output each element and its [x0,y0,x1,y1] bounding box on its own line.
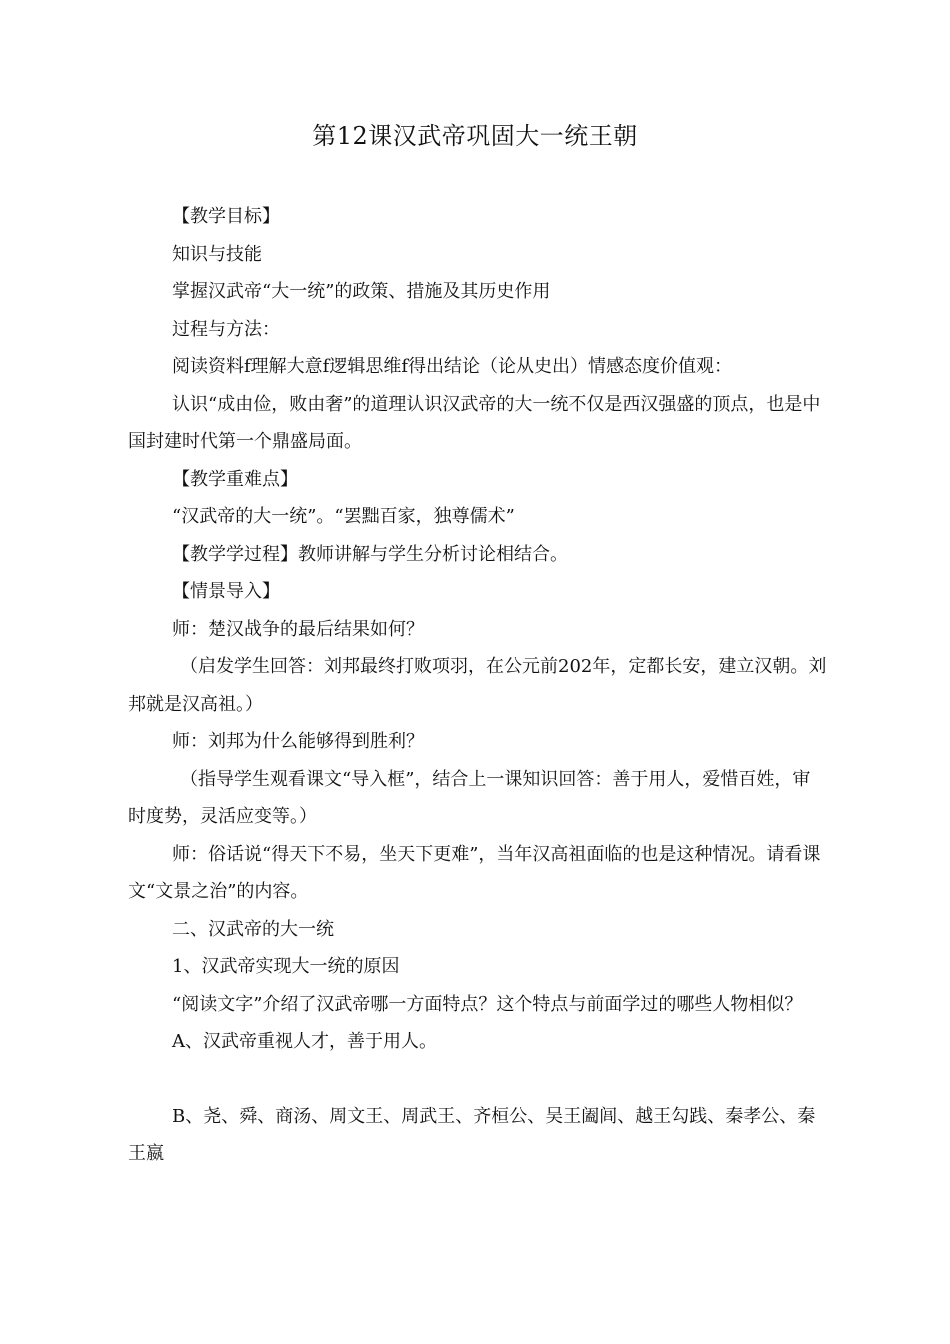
section-heading-unification: 二、汉武帝的大一统 [172,918,334,940]
paragraph: 师：刘邦为什么能够得到胜利？ [172,731,424,752]
paragraph: A、汉武帝重视人才，善于用人。 [172,1031,437,1052]
paragraph: （指导学生观看课文“导入框”，结合上一课知识回答：善于用人，爱惜百姓，审时度势，灵活应变等。） [128,768,811,827]
paragraph: 知识与技能 [172,243,262,265]
section-heading-objectives: 【教学目标】 [172,206,280,227]
section-heading-key-points: 【教学重难点】 [172,468,298,490]
paragraph: 师：楚汉战争的最后结果如何？ [172,618,424,640]
paragraph: “汉武帝的大一统”。“罢黜百家，独尊儒术” [172,506,515,527]
section-heading-intro: 【情景导入】 [172,581,280,602]
paragraph: “阅读文字”介绍了汉武帝哪一方面特点？这个特点与前面学过的哪些人物相似？ [172,993,803,1015]
paragraph: 过程与方法： [172,318,280,340]
blank-line [128,1061,828,1098]
paragraph: 1、汉武帝实现大一统的原因 [172,956,400,977]
section-heading-process: 【教学学过程】教师讲解与学生分析讨论相结合。 [172,543,568,565]
paragraph: （启发学生回答：刘邦最终打败项羽，在公元前202年，定都长安，建立汉朝。刘邦就是汉高祖。） [128,656,827,715]
page-title: 第12课汉武帝巩固大一统王朝 [312,122,638,150]
document-body [128,198,828,1173]
paragraph: 阅读资料f理解大意f逻辑思维f得出结论（论从史出）情感态度价值观： [172,356,732,377]
paragraph: B、尧、舜、商汤、周文王、周武王、齐桓公、吴王阖闾、越王勾践、秦孝公、秦王嬴 [128,1105,816,1164]
paragraph: 掌握汉武帝“大一统”的政策、措施及其历史作用 [172,281,551,302]
paragraph: 认识“成由俭，败由奢”的道理认识汉武帝的大一统不仅是西汉强盛的顶点，也是中国封建时代第一个鼎盛局面。 [128,393,821,452]
paragraph: 师：俗话说“得天下不易，坐天下更难”，当年汉高祖面临的也是这种情况。请看课文“文景之治”的内容。 [128,843,821,902]
